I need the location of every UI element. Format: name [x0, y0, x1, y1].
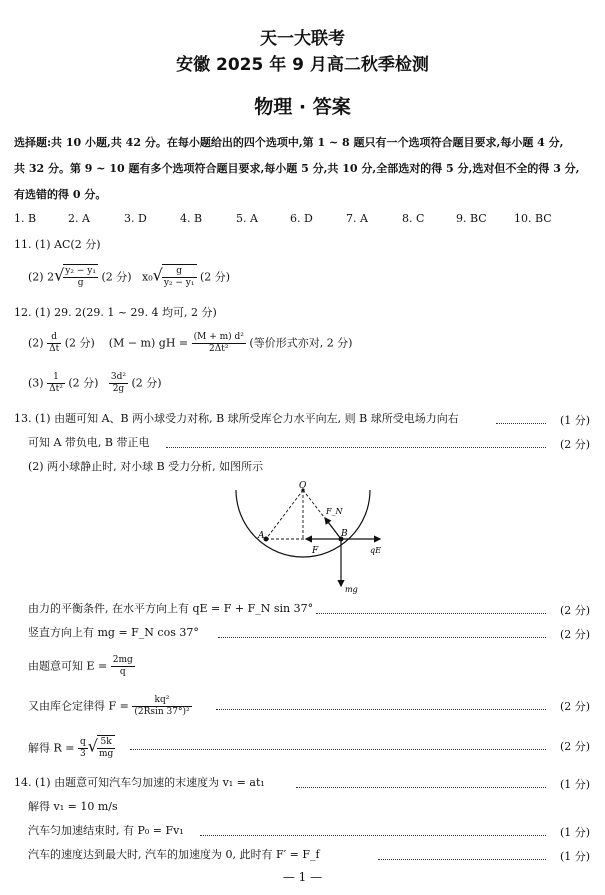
mc-answer: 5. A [236, 212, 258, 225]
q11-p2-den: g [77, 278, 84, 288]
label-a: A [258, 531, 265, 541]
q13-l8-score: (2 分) [560, 740, 591, 753]
q14-line2: 解得 v₁ = 10 m/s [28, 800, 118, 813]
q12-p2-prefix: (2) [28, 336, 44, 350]
mc-answer: 7. A [346, 212, 368, 225]
mc-answer: 1. B [14, 212, 37, 225]
intro-line-3: 有选错的得 0 分。 [14, 188, 107, 201]
mc-answer: 4. B [180, 212, 203, 225]
q11-p2b-den: y₂ − y₁ [163, 278, 195, 288]
leader-dots [200, 835, 546, 836]
leader-dots [130, 749, 546, 750]
q13-l7-den: (2Rsin 37°)² [134, 707, 190, 717]
mc-answer: 6. D [290, 212, 313, 225]
q12-p3b-num: 3d² [110, 372, 127, 382]
mc-answer: 3. D [124, 212, 147, 225]
q13-l6-prefix: 由题意可知 E = [28, 659, 108, 673]
q11-p2b-score: (2 分) [200, 270, 231, 284]
q13-l8-num: q [80, 737, 86, 747]
q13-line1: 13. (1) 由题可知 A、B 两小球受力对称, B 球所受库仑力水平向左, 则 B 球所受电场力向右 [14, 412, 459, 425]
q12-p3-prefix: (3) [28, 376, 44, 390]
mc-answer: 8. C [402, 212, 425, 225]
leader-dots [296, 787, 546, 788]
q11-part1: 11. (1) AC(2 分) [14, 238, 101, 251]
intro-line-2: 共 32 分。第 9 ~ 10 题有多个选项符合题目要求,每小题 5 分,共 10 分,全部选对的得 5 分,选对但不全的得 3 分, [14, 162, 580, 175]
q14-l1-score: (1 分) [560, 778, 591, 791]
q12-part3 [28, 372, 162, 395]
q13-l2-score: (2 分) [560, 438, 591, 451]
q11-p2-score: (2 分) [101, 270, 132, 284]
q11-p2-x0: x₀ [142, 270, 153, 284]
q13-line8: 解得 R = $\frac{q}{3}$ √ $\frac{5k}{mg}$ [28, 736, 114, 759]
label-b: B [341, 529, 348, 539]
q11-p2-num: y₂ − y₁ [65, 266, 96, 276]
q12-p3-den: Δt² [49, 384, 63, 394]
q13-l8-prefix: 解得 R = [28, 741, 75, 755]
page-number: — 1 — [282, 870, 323, 884]
q13-line3: (2) 两小球静止时, 对小球 B 受力分析, 如图所示 [28, 460, 264, 473]
q14-line1: 14. (1) 由题意可知汽车匀加速的末速度为 v₁ = at₁ [14, 776, 265, 789]
q12-p3-num: 1 [47, 372, 65, 384]
q13-line6 [28, 655, 135, 678]
label-qe: qE [370, 546, 381, 555]
intro-line-1: 选择题:共 10 小题,共 42 分。在每小题给出的四个选项中,第 1 ~ 8 题只有一个选项符合题目要求,每小题 4 分, [14, 136, 564, 149]
exam-org-title: 天一大联考 [260, 29, 345, 49]
q11-p2b-num: g [162, 266, 197, 278]
q13-l7-prefix: 又由库仑定律得 F = [28, 699, 129, 713]
leader-dots [496, 423, 546, 424]
radius-oa [266, 490, 303, 539]
subject-title: 物理 · 答案 [254, 96, 351, 118]
leader-dots [316, 613, 546, 614]
leader-dots [218, 637, 546, 638]
q14-line3: 汽车匀加速结束时, 有 P₀ = Fv₁ [28, 824, 184, 837]
q13-l5-score: (2 分) [560, 628, 591, 641]
q11-p2-prefix: (2) 2 [28, 270, 55, 284]
q13-line4: 由力的平衡条件, 在水平方向上有 qE = F + F_N sin 37° [28, 602, 314, 615]
q12-p3-score: (2 分) [68, 376, 99, 390]
q13-l8-rnum: 5k [97, 737, 115, 749]
exam-name-title: 安徽 2025 年 9 月高二秋季检测 [176, 55, 429, 75]
q13-l6-den: q [119, 667, 126, 677]
label-mg: mg [345, 585, 358, 594]
mc-answer: 2. A [68, 212, 90, 225]
leader-dots [378, 859, 546, 860]
q12-p2-eq-num: (M + m) d² [193, 332, 244, 342]
q14-l4-score: (1 分) [560, 850, 591, 863]
q14-l3-score: (1 分) [560, 826, 591, 839]
q13-line5: 竖直方向上有 mg = F_N cos 37° [28, 626, 199, 639]
q13-l8-den: 3 [80, 749, 86, 759]
q12-p2-eq-note: (等价形式亦对, 2 分) [249, 336, 353, 350]
label-fn: F_N [326, 507, 343, 516]
q12-p2-eq-left: (M − m) gH = [108, 336, 189, 350]
leader-dots [166, 447, 546, 448]
q13-l7-score: (2 分) [560, 700, 591, 713]
q12-p2-num: d [47, 332, 61, 344]
q12-p3b-score: (2 分) [131, 376, 162, 390]
q13-l7-num: kq² [132, 695, 191, 707]
q14-line4: 汽车的速度达到最大时, 汽车的加速度为 0, 此时有 F′ = F_f [28, 848, 320, 861]
q12-p2-score: (2 分) [64, 336, 95, 350]
q11-part2: (2) 2√ $\frac{\text{y₂ − y₁}}{g}$ (2 分) x₀√ $\frac{g}{\text{y₂ − y₁}}$ (2 分) [28, 265, 231, 288]
q12-part1: 12. (1) 29. 2(29. 1 ~ 29. 4 均可, 2 分) [14, 306, 217, 319]
q13-line7 [28, 695, 192, 718]
q13-l1-score: (1 分) [560, 414, 591, 427]
q12-p2-den: Δt [49, 344, 60, 354]
leader-dots [216, 709, 546, 710]
mc-answer: 9. BC [456, 212, 487, 225]
q12-part2 [28, 332, 352, 355]
force-diagram [228, 480, 398, 598]
force-fn-arrow [325, 518, 341, 539]
q13-l8-rden: mg [98, 749, 114, 759]
label-f: F [312, 546, 319, 556]
q13-l4-score: (2 分) [560, 604, 591, 617]
q12-p3b-den: 2g [112, 384, 125, 394]
q12-p2-eq-den: 2Δt² [209, 344, 229, 354]
q13-l6-num: 2mg [112, 655, 133, 665]
mc-answer: 10. BC [514, 212, 552, 225]
q13-line2: 可知 A 带负电, B 带正电 [28, 436, 150, 449]
label-o: O [299, 481, 307, 491]
